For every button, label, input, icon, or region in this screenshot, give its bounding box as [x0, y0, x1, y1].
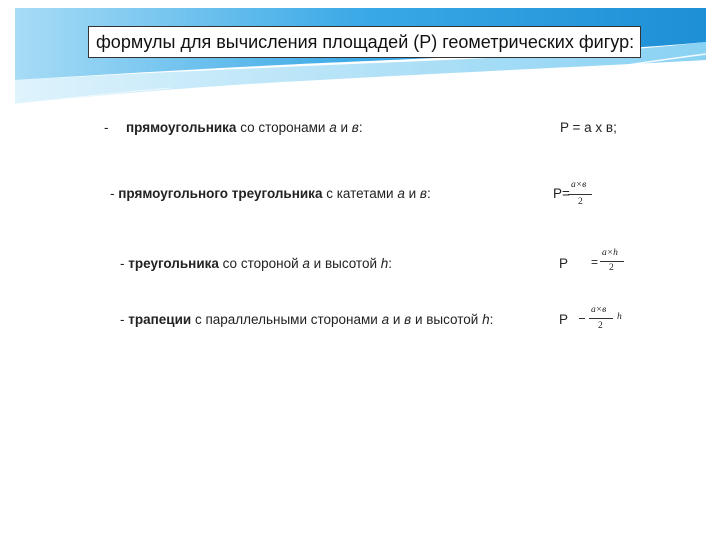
row3-dash: - [120, 256, 129, 271]
row2-numerator: a×в [571, 180, 587, 190]
row3-numerator: a×h [602, 248, 618, 258]
row2-dash: - [110, 186, 119, 201]
row2-formula-p: P= [553, 186, 570, 201]
row2-and: и [404, 186, 420, 201]
row2-shape-name: прямоугольного треугольника [118, 186, 323, 201]
row4-suffix-h: h [617, 312, 622, 322]
row3-height: и высотой [309, 256, 381, 271]
row3-fraction-line [600, 261, 624, 262]
row4-numerator: a×в [591, 305, 607, 315]
row3-formula-p: P [559, 256, 569, 271]
row1-var-a: а [329, 120, 337, 135]
row4-denominator: 2 [598, 321, 603, 331]
row4-text: с параллельными сторонами [191, 312, 382, 327]
row2-colon: : [426, 186, 431, 201]
row4-description [120, 312, 493, 327]
row1-shape-name: прямоугольника [126, 120, 237, 135]
slide-title: формулы для вычисления площадей (P) геометрических фигур: [88, 26, 641, 58]
row1-and: и [336, 120, 352, 135]
row3-denominator: 2 [609, 263, 614, 273]
row1-text: со сторонами [236, 120, 330, 135]
row4-formula-p: P [559, 312, 569, 327]
row3-equals: = [591, 255, 599, 269]
row4-and: и [389, 312, 405, 327]
row1-description [126, 120, 363, 135]
row4-height: и высотой [411, 312, 483, 327]
row4-minus-mark [579, 318, 585, 319]
row2-denominator: 2 [578, 197, 583, 207]
row2-description [110, 186, 431, 201]
row4-dash: - [120, 312, 129, 327]
row3-description [120, 256, 392, 271]
row4-var-b: в [404, 312, 412, 327]
row1-colon: : [358, 120, 363, 135]
row2-fraction-line [568, 194, 592, 195]
row3-colon: : [388, 256, 393, 271]
row1-var-b: в [351, 120, 359, 135]
row3-text: со стороной [218, 256, 303, 271]
row4-var-h: h [482, 312, 490, 327]
row2-text: с катетами [322, 186, 398, 201]
row1-dash: - [104, 120, 109, 135]
row4-var-a: а [381, 312, 390, 327]
row4-shape-name: трапеции [128, 312, 192, 327]
row1-formula: P = a x в; [560, 120, 617, 135]
row4-fraction-line [589, 318, 613, 319]
row2-var-b: в [419, 186, 427, 201]
row3-shape-name: треугольника [128, 256, 219, 271]
row2-var-a: а [397, 186, 405, 201]
row4-colon: : [489, 312, 494, 327]
row3-var-a: а [302, 256, 310, 271]
row3-var-h: h [380, 256, 389, 271]
